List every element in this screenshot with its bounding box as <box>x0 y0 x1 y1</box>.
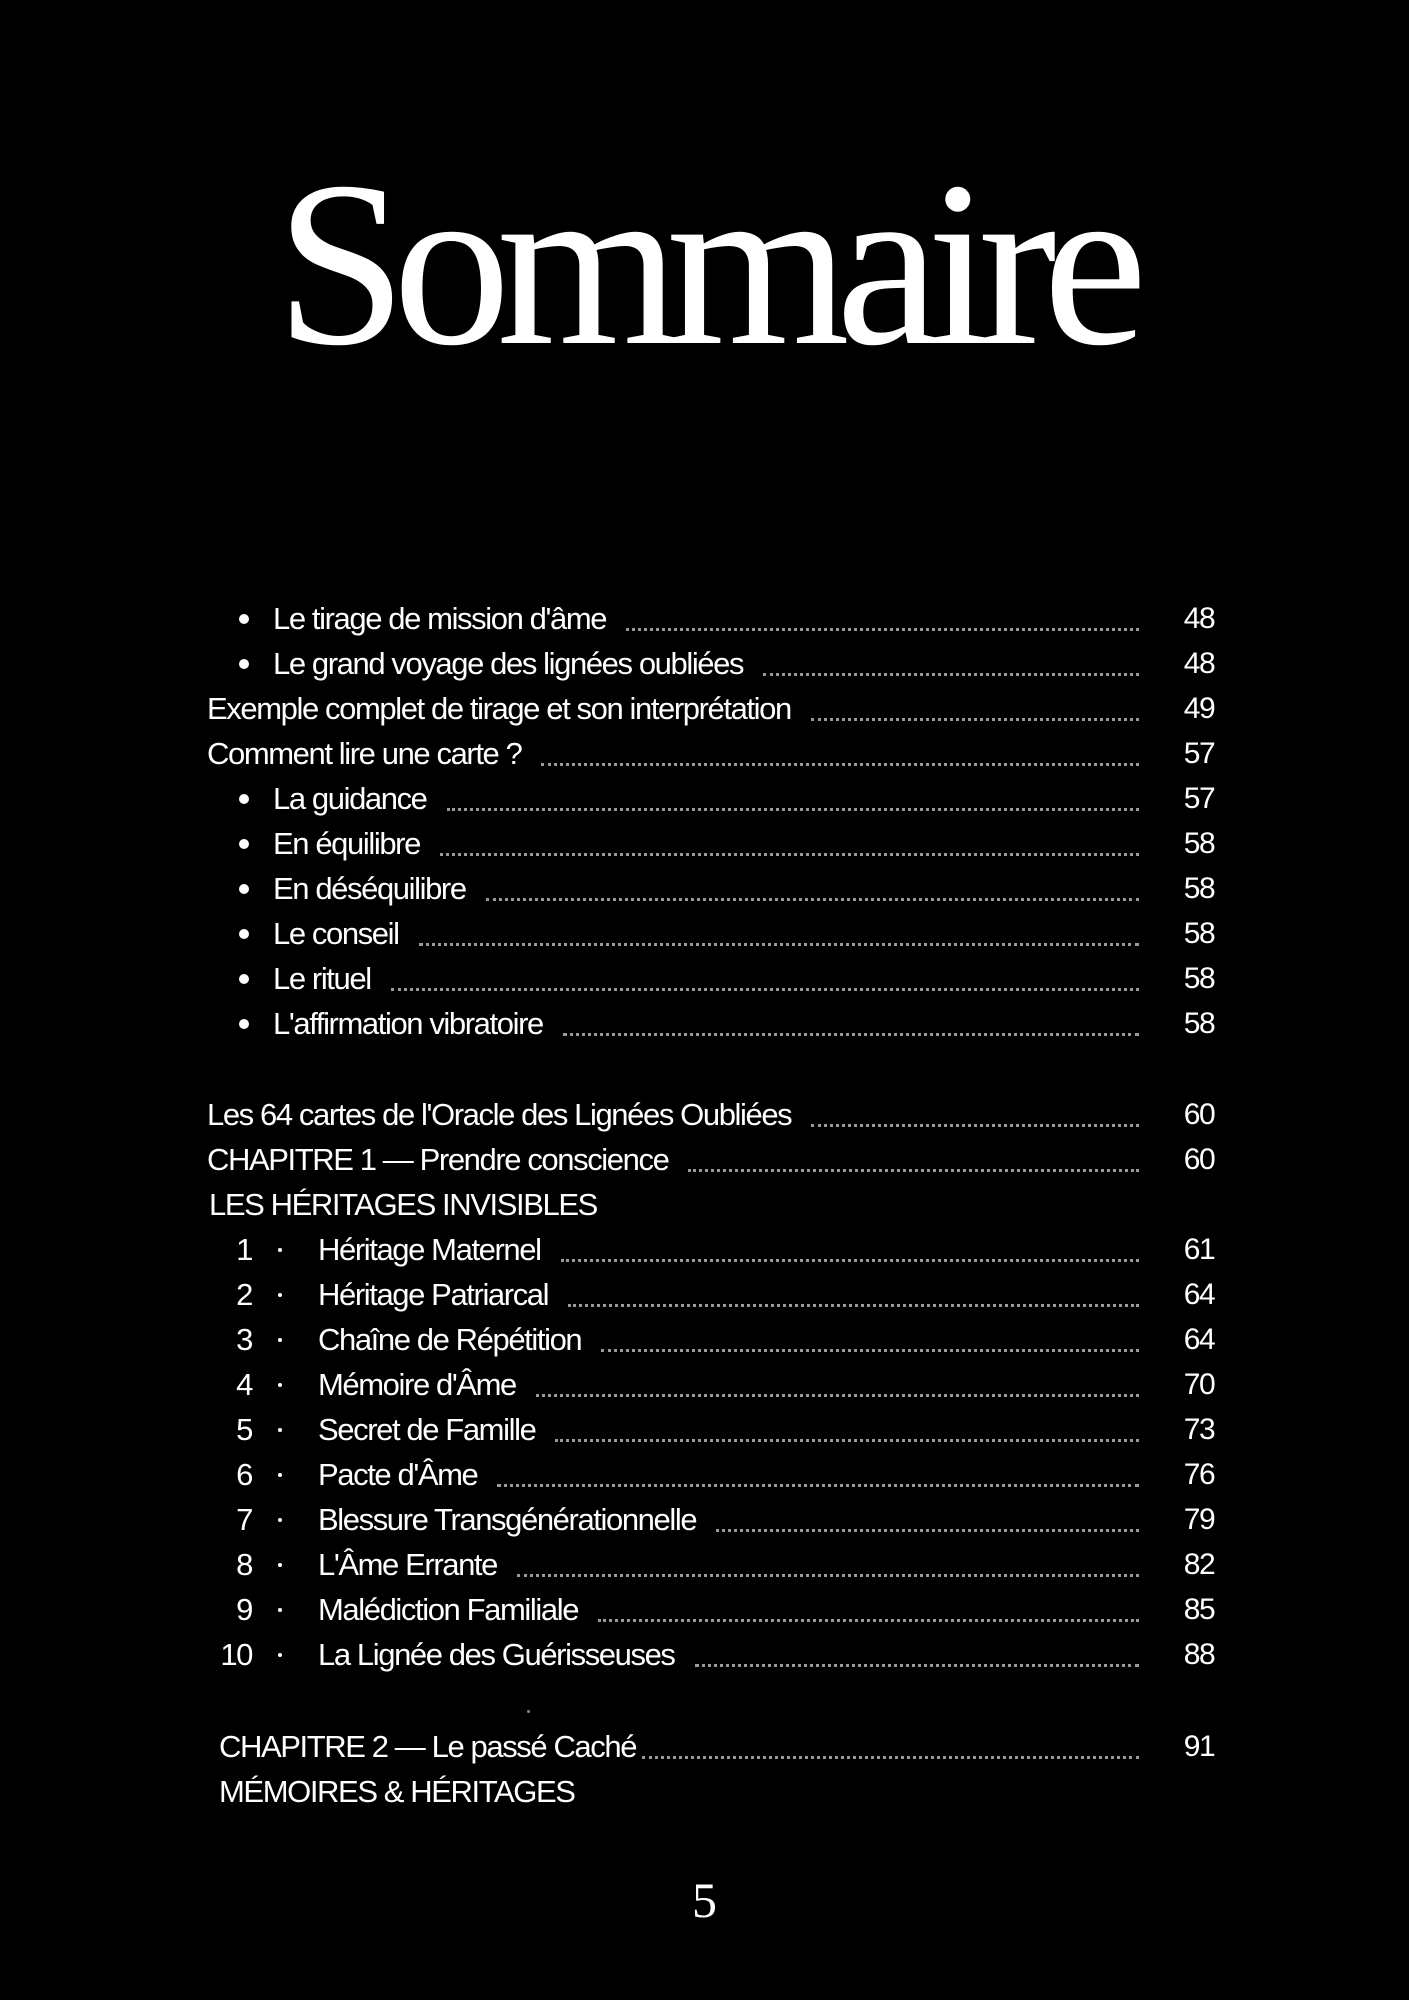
toc-entry-page: 58 <box>1183 962 1215 995</box>
toc-section-label: LES HÉRITAGES INVISIBLES <box>209 1187 597 1222</box>
toc-entry[interactable] <box>225 1002 1229 1046</box>
dotted-leader <box>716 1529 1139 1532</box>
toc-entry-label: CHAPITRE 2 — Le passé Caché <box>219 1729 637 1764</box>
toc-entry-page: 58 <box>1183 872 1215 905</box>
toc-entry-page: 60 <box>1183 1143 1215 1176</box>
toc-entry[interactable] <box>212 1408 1229 1452</box>
dotted-leader <box>447 808 1139 811</box>
toc-entry-label: CHAPITRE 1 — Prendre conscience <box>207 1142 669 1177</box>
separator-dot-icon <box>278 1293 282 1297</box>
toc-entry-label: Le grand voyage des lignées oubliées <box>273 646 744 681</box>
toc-entry-label: Mémoire d'Âme <box>318 1367 516 1402</box>
bullet-icon <box>239 884 249 894</box>
dotted-leader <box>486 898 1139 901</box>
toc-entry-page: 73 <box>1183 1413 1215 1446</box>
toc-entry-label: Exemple complet de tirage et son interprétation <box>207 691 791 726</box>
toc-entry-page: 58 <box>1183 1007 1215 1040</box>
bullet-icon <box>239 929 249 939</box>
toc-entry-label: Héritage Maternel <box>318 1232 541 1267</box>
toc-section-heading <box>219 1770 1229 1814</box>
toc-entry-number: 1 <box>236 1232 252 1267</box>
bullet-icon <box>239 839 249 849</box>
dotted-leader <box>497 1484 1139 1487</box>
toc-entry[interactable] <box>212 1273 1229 1317</box>
toc-entry-label: Comment lire une carte ? <box>207 736 522 771</box>
toc-entry-page: 85 <box>1183 1593 1215 1626</box>
toc-entry-page: 48 <box>1183 602 1215 635</box>
toc-entry[interactable] <box>207 732 1229 776</box>
bullet-icon <box>239 974 249 984</box>
bullet-icon <box>239 659 249 669</box>
toc-entry[interactable] <box>212 1453 1229 1497</box>
toc-entry-page: 49 <box>1183 692 1215 725</box>
dotted-leader <box>626 628 1139 631</box>
toc-entry-page: 48 <box>1183 647 1215 680</box>
toc-entry-number: 6 <box>236 1457 252 1492</box>
toc-entry-page: 60 <box>1183 1098 1215 1131</box>
dotted-leader <box>561 1259 1139 1262</box>
dotted-leader <box>688 1169 1139 1172</box>
toc-entry[interactable] <box>207 687 1229 731</box>
toc-entry[interactable] <box>225 642 1229 686</box>
separator-dot-icon <box>278 1473 282 1477</box>
toc-entry-label: Pacte d'Âme <box>318 1457 478 1492</box>
separator-dot-icon <box>278 1653 282 1657</box>
toc-entry-label: La Lignée des Guérisseuses <box>318 1637 675 1672</box>
toc-entry[interactable] <box>212 1633 1229 1677</box>
dotted-leader <box>695 1664 1139 1667</box>
toc-entry-page: 76 <box>1183 1458 1215 1491</box>
toc-entry-label: L'affirmation vibratoire <box>273 1006 543 1041</box>
toc-entry-label: Le rituel <box>273 961 371 996</box>
separator-dot-icon <box>278 1428 282 1432</box>
separator-dot-icon <box>278 1518 282 1522</box>
dotted-leader <box>419 943 1139 946</box>
toc-section-label: MÉMOIRES & HÉRITAGES <box>219 1774 575 1809</box>
toc-entry-number: 5 <box>236 1412 252 1447</box>
toc-entry[interactable] <box>225 912 1229 956</box>
separator-dot-icon <box>278 1248 282 1252</box>
toc-entry-page: 61 <box>1183 1233 1215 1266</box>
toc-entry[interactable] <box>212 1228 1229 1272</box>
toc-entry-number: 10 <box>220 1637 252 1672</box>
toc-entry-label: Le tirage de mission d'âme <box>273 601 607 636</box>
toc-entry-label: Secret de Famille <box>318 1412 536 1447</box>
toc-entry-label: Héritage Patriarcal <box>318 1277 549 1312</box>
dotted-leader <box>601 1349 1139 1352</box>
dotted-leader <box>536 1394 1139 1397</box>
toc-entry-label: En équilibre <box>273 826 420 861</box>
toc-entry-label: Blessure Transgénérationnelle <box>318 1502 697 1537</box>
page-title: Sommaire <box>275 134 1134 395</box>
dotted-leader <box>568 1304 1139 1307</box>
toc-entry[interactable] <box>219 1725 1229 1769</box>
bullet-icon <box>239 1019 249 1029</box>
toc-entry[interactable] <box>207 1093 1229 1137</box>
toc-entry-page: 64 <box>1183 1323 1215 1356</box>
toc-entry-label: Le conseil <box>273 916 399 951</box>
toc-entry-page: 88 <box>1183 1638 1215 1671</box>
dotted-leader <box>811 718 1139 721</box>
bullet-icon <box>239 614 249 624</box>
toc-entry-number: 9 <box>236 1592 252 1627</box>
dotted-leader <box>811 1124 1139 1127</box>
toc-entry-page: 70 <box>1183 1368 1215 1401</box>
toc-entry-label: L'Âme Errante <box>318 1547 497 1582</box>
dotted-leader <box>391 988 1139 991</box>
toc-entry-number: 2 <box>236 1277 252 1312</box>
toc-entry-page: 64 <box>1183 1278 1215 1311</box>
dotted-leader <box>517 1574 1139 1577</box>
toc-entry-label: Les 64 cartes de l'Oracle des Lignées Oubliées <box>207 1097 792 1132</box>
toc-entry-label: En déséquilibre <box>273 871 466 906</box>
toc-entry[interactable] <box>225 867 1229 911</box>
toc-entry-number: 8 <box>236 1547 252 1582</box>
toc-entry-number: 7 <box>236 1502 252 1537</box>
decorative-dot <box>527 1710 530 1713</box>
dotted-leader <box>642 1756 1139 1759</box>
page-number: 5 <box>692 1872 717 1928</box>
dotted-leader <box>763 673 1139 676</box>
separator-dot-icon <box>278 1383 282 1387</box>
toc-entry-label: La guidance <box>273 781 427 816</box>
separator-dot-icon <box>278 1338 282 1342</box>
toc-entry-number: 3 <box>236 1322 252 1357</box>
toc-entry[interactable] <box>225 822 1229 866</box>
toc-entry-label: Chaîne de Répétition <box>318 1322 582 1357</box>
dotted-leader <box>563 1033 1139 1036</box>
toc-entry[interactable] <box>212 1543 1229 1587</box>
separator-dot-icon <box>278 1563 282 1567</box>
separator-dot-icon <box>278 1608 282 1612</box>
toc-entry-page: 57 <box>1183 737 1215 770</box>
toc-entry-page: 57 <box>1183 782 1215 815</box>
toc-entry[interactable] <box>225 777 1229 821</box>
dotted-leader <box>555 1439 1139 1442</box>
toc-entry[interactable] <box>225 597 1229 641</box>
toc-entry-number: 4 <box>236 1367 252 1402</box>
dotted-leader <box>598 1619 1139 1622</box>
toc-entry-page: 91 <box>1183 1730 1215 1763</box>
bullet-icon <box>239 794 249 804</box>
toc-entry-page: 79 <box>1183 1503 1215 1536</box>
toc-entry[interactable] <box>225 957 1229 1001</box>
toc-entry-page: 82 <box>1183 1548 1215 1581</box>
toc-entry[interactable] <box>212 1318 1229 1362</box>
toc-entry[interactable] <box>212 1588 1229 1632</box>
toc-entry-label: Malédiction Familiale <box>318 1592 579 1627</box>
dotted-leader <box>541 763 1139 766</box>
toc-section-heading <box>209 1183 1229 1227</box>
dotted-leader <box>440 853 1139 856</box>
toc-entry[interactable] <box>212 1363 1229 1407</box>
toc-entry[interactable] <box>212 1498 1229 1542</box>
toc-entry-page: 58 <box>1183 917 1215 950</box>
toc-entry-page: 58 <box>1183 827 1215 860</box>
toc-entry[interactable] <box>207 1138 1229 1182</box>
